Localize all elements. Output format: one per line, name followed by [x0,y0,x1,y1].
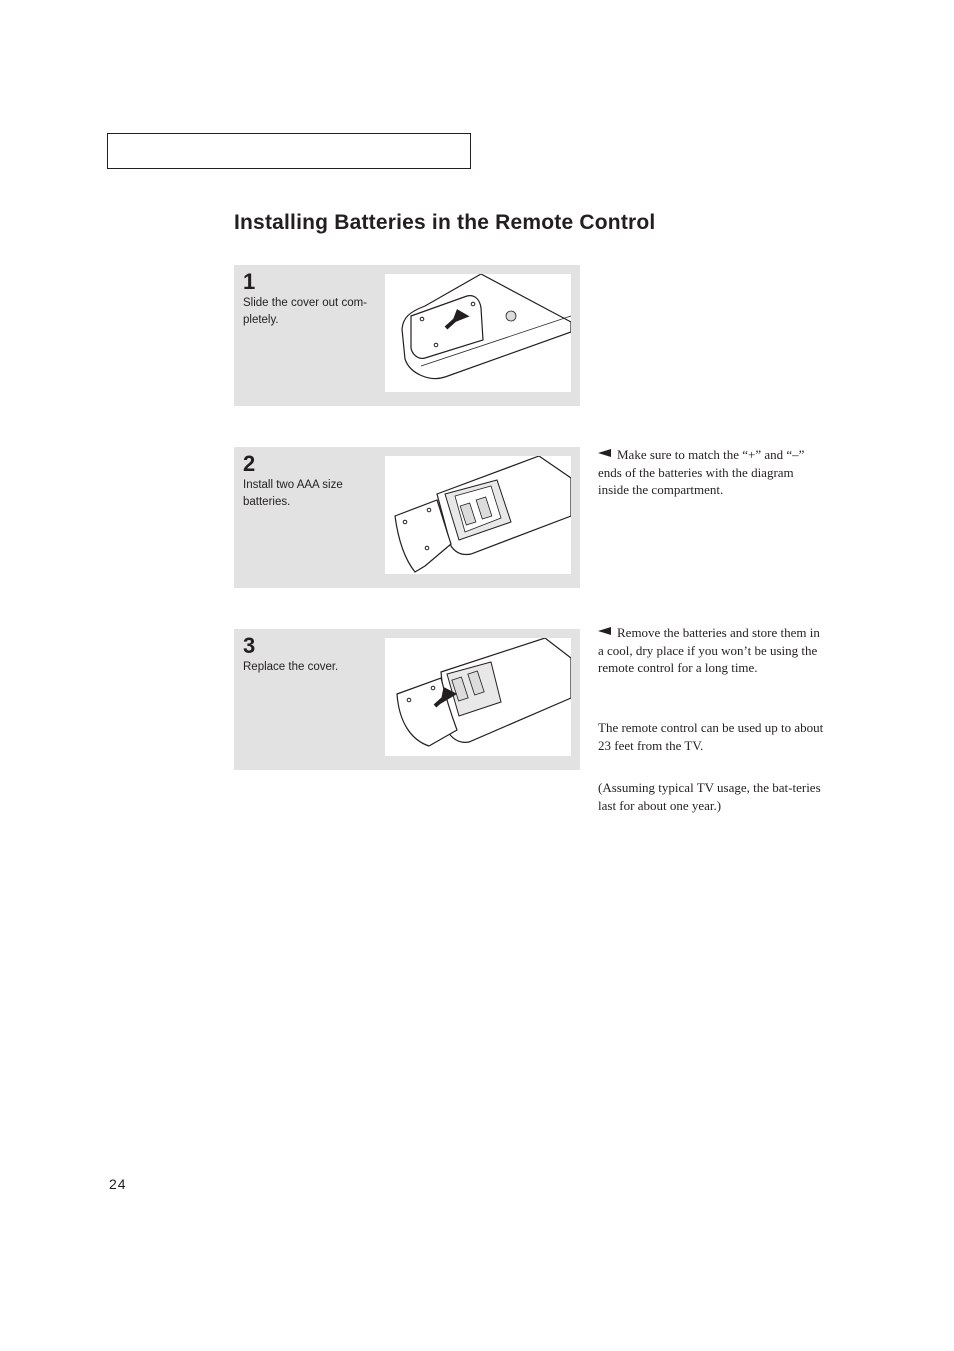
step-2-panel [234,447,580,588]
polarity-note [598,446,826,499]
remote-battery-install-illustration [385,456,571,574]
note-pointer-icon [598,627,611,635]
section-header-box [107,133,471,169]
remote-cover-replace-illustration [385,638,571,756]
storage-note-text: Remove the batteries and store them in a cool, dry place if you won’t be using the remote control for a long time. [598,625,820,675]
note-pointer-icon [598,449,611,457]
step-1-text: Slide the cover out com-pletely. [243,297,368,326]
page-title: Installing Batteries in the Remote Control [234,211,656,234]
battery-life-note: (Assuming typical TV usage, the bat-teries last for about one year.) [598,780,821,813]
range-note: The remote control can be used up to about 23 feet from the TV. [598,720,824,753]
step-3-text: Replace the cover. [243,661,339,673]
remote-cover-slide-out-illustration [385,274,571,392]
step-1-number: 1 [243,269,256,294]
polarity-note-text: Make sure to match the “+” and “–” ends of the batteries with the diagram inside the compartment. [598,447,805,497]
step-2-number: 2 [243,451,256,476]
step-3-panel [234,629,580,770]
step-3-number: 3 [243,633,256,658]
page-number: 24 [109,1176,127,1192]
step-1-panel [234,265,580,406]
storage-note [598,624,826,677]
step-2-text: Install two AAA size batteries. [243,479,343,508]
